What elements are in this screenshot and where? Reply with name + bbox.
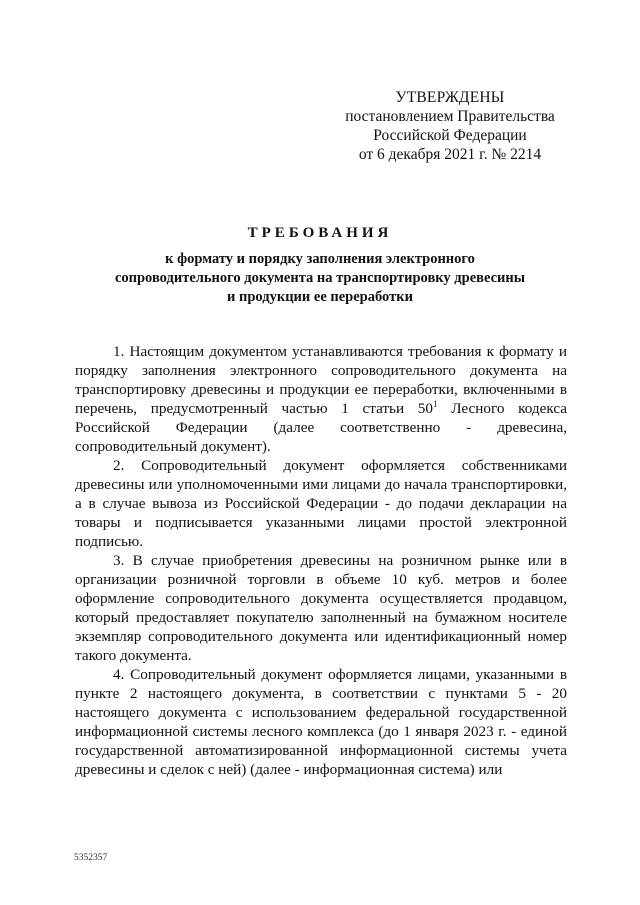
document-subtitle-line-2: сопроводительного документа на транспортировку древесины: [114, 270, 526, 286]
document-title: ТРЕБОВАНИЯ: [247, 225, 393, 241]
paragraph-2: 2. Сопроводительный документ оформляется собственниками древесины или уполномоченными ими лицами до начала транспортировки, а в случае вывоза из Российской Федерации - до подачи декларации на товары и подписывается указанными лицами простой электронной подписью.: [75, 457, 567, 550]
approval-line-2: Российской Федерации: [373, 127, 527, 144]
paragraph-1-superscript: 1: [433, 398, 438, 409]
document-subtitle-line-3: и продукции ее переработки: [227, 289, 413, 305]
paragraph-3: 3. В случае приобретения древесины на розничном рынке или в организации розничной торговли в объеме 10 куб. метров и более оформление сопроводительного документа осуществляется продавцом, который предоставляет покупателю заполненный на бумажном носителе экземпляр сопроводительного документа или идентификационный номер такого документа.: [75, 552, 567, 664]
approval-line-1: постановлением Правительства: [345, 108, 555, 125]
document-subtitle-line-1: к формату и порядку заполнения электронного: [165, 251, 475, 267]
approval-heading: УТВЕРЖДЕНЫ: [395, 89, 505, 106]
paragraph-1-text-b: Лесного кодекса Российской Федерации (далее соответственно - древесина, сопроводительный документ).: [75, 400, 568, 455]
approval-block: [330, 88, 570, 164]
paragraph-4: 4. Сопроводительный документ оформляется лицами, указанными в пункте 2 настоящего документа, в соответствии с пунктами 5 - 20 настоящего документа с использованием федеральной государственной информационной системы лесного комплекса (до 1 января 2023 г. - единой государственной автоматизированной информационной системы учета древесины и сделок с ней) (далее - информационная система) или: [75, 666, 567, 778]
approval-line-3: от 6 декабря 2021 г. № 2214: [358, 146, 542, 163]
paragraph-1-text-a: 1. Настоящим документом устанавливаются требования к формату и порядку заполнения электронного сопроводительного документа на транспортировку древесины и продукции ее переработки, включенными в перечень, предусмотренный частью 1 статьи 50: [75, 343, 567, 417]
paragraph-1: [75, 342, 567, 456]
document-title-block: [80, 222, 560, 307]
document-code: 5352357: [74, 853, 108, 863]
document-body: [75, 342, 567, 779]
